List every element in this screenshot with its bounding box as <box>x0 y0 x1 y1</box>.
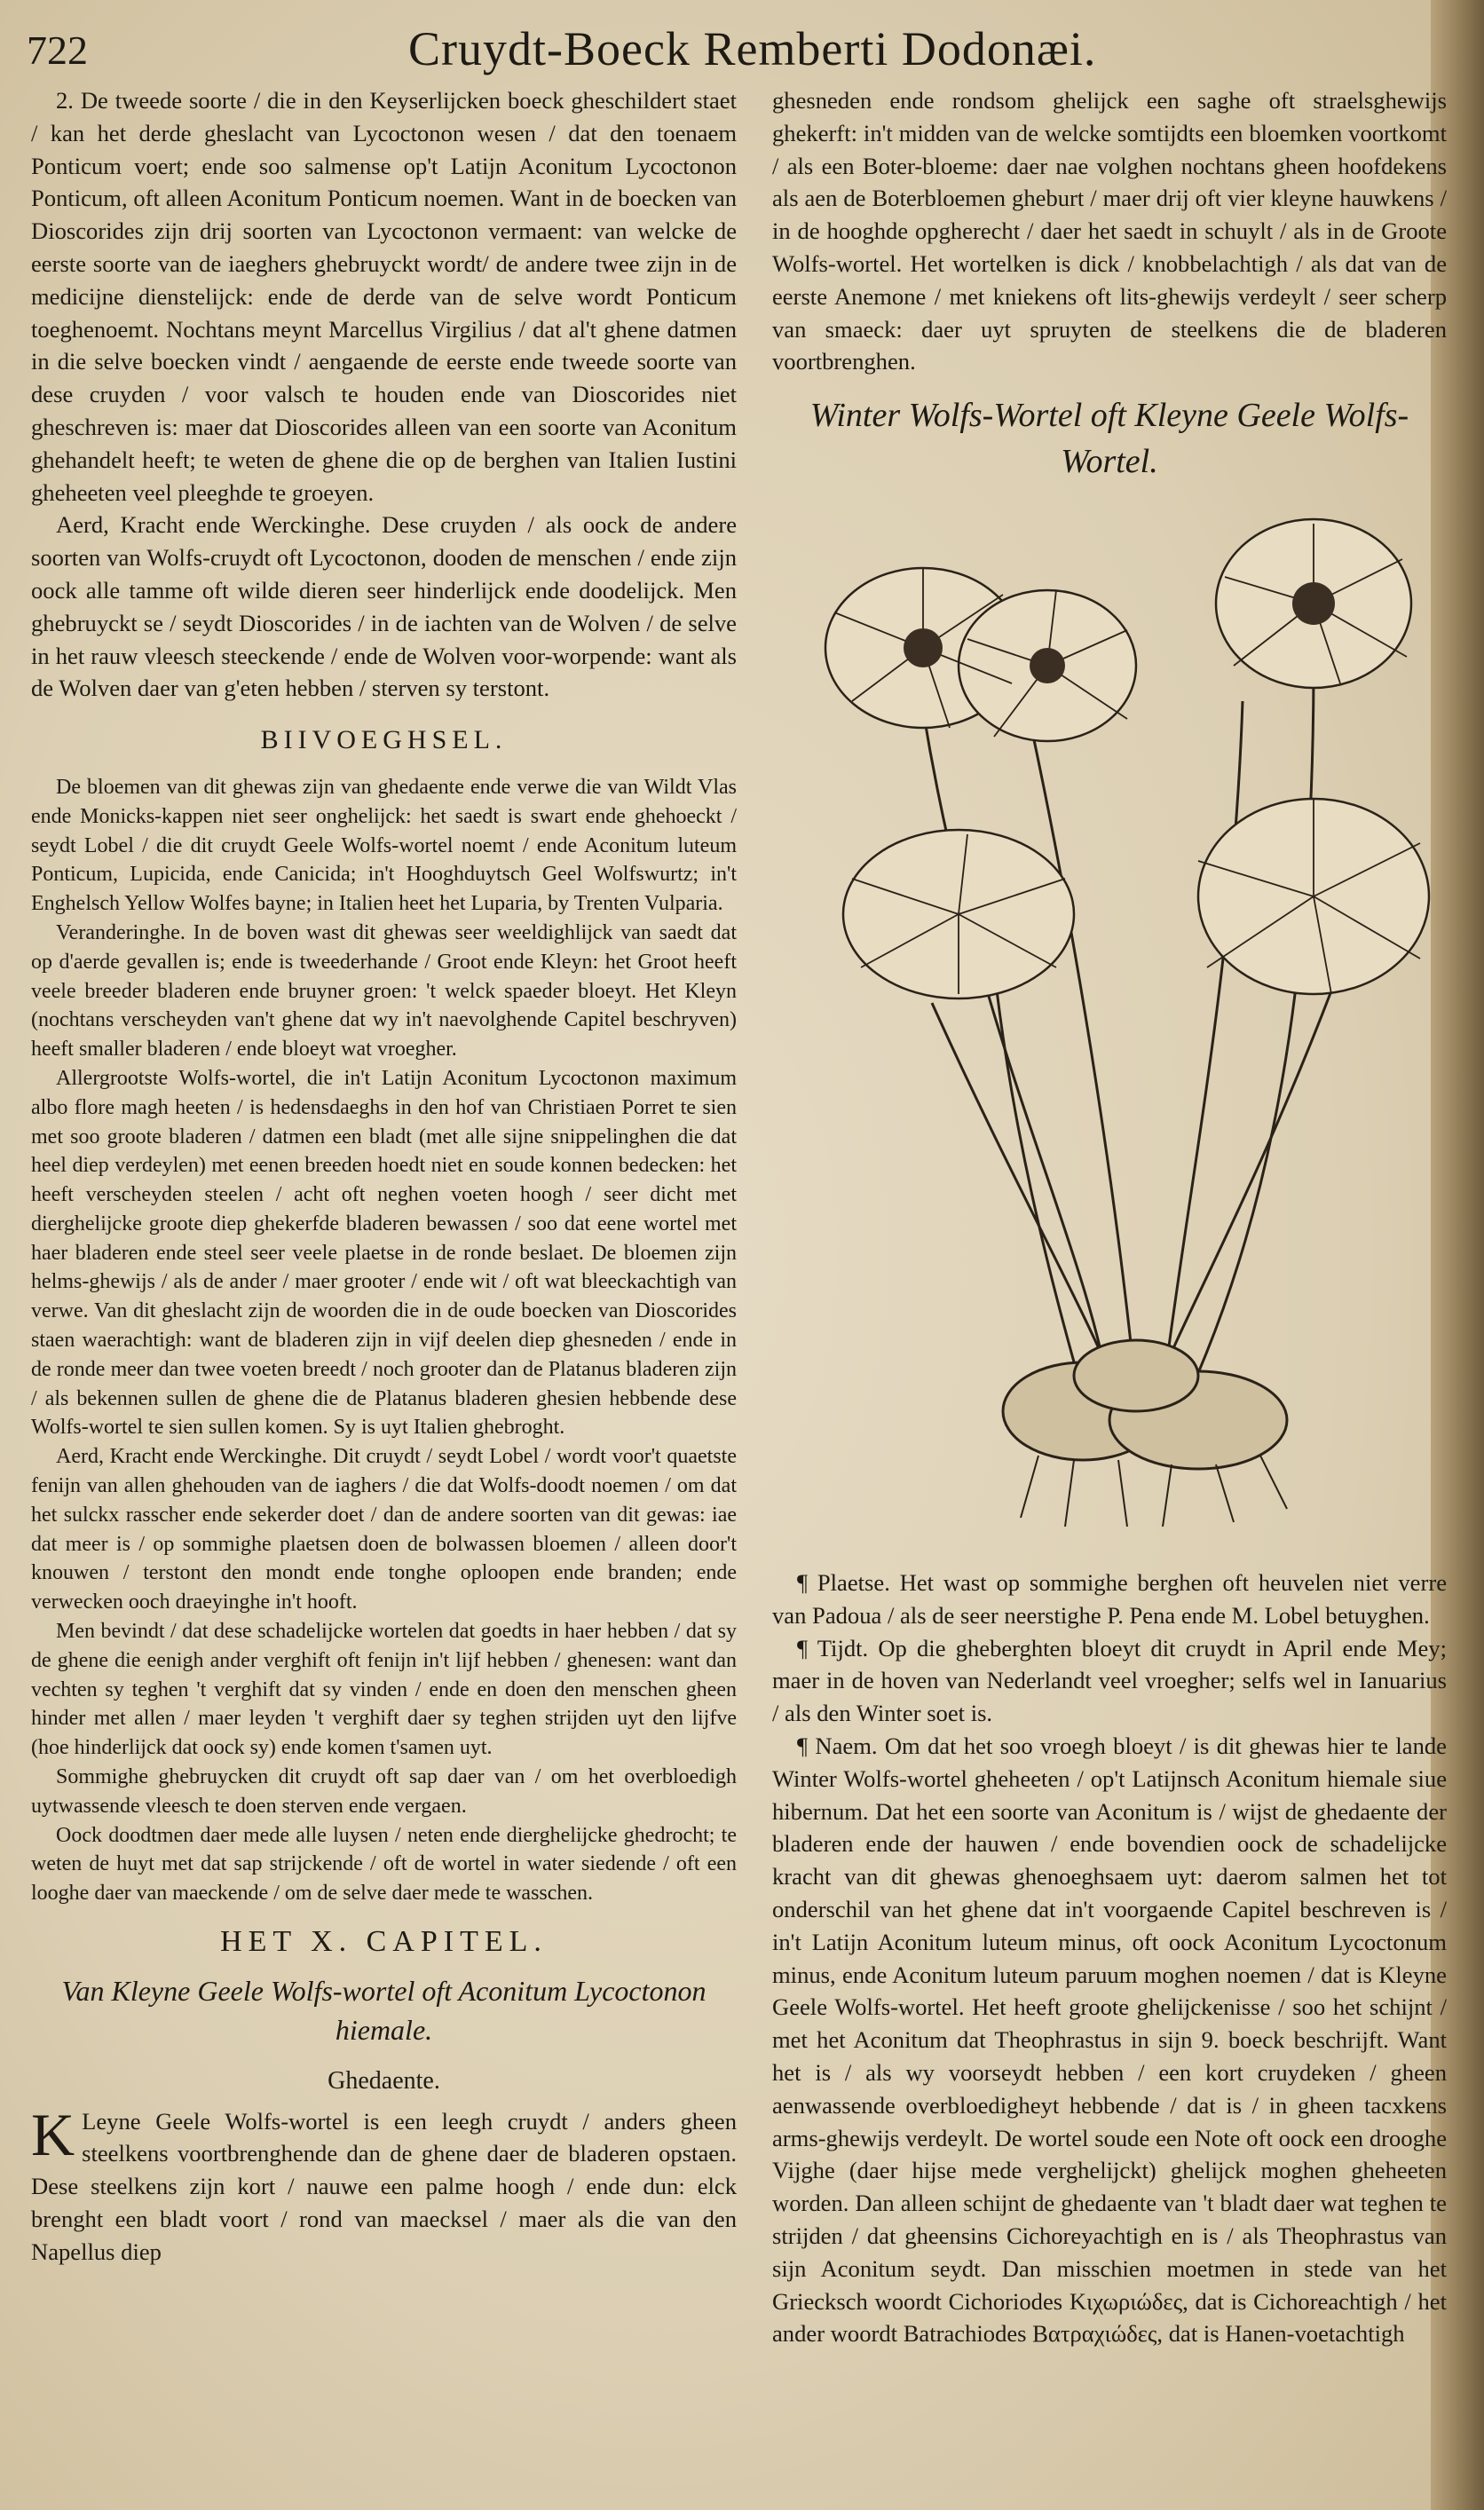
chapter-heading: HET X. CAPITEL. <box>220 1925 548 1959</box>
paragraph: Aerd, Kracht ende Werckinghe. Dese cruyden / als oock de andere soorten van Wolfs-cruydt oft Lycoctonon, dooden de menschen / ende zijn oock alle tamme oft wilde dieren seer hinderlijck ende doodelijck. Men ghebruyckt se / seydt Dioscorides / in de iachten van de Wolven / de selve in het rauw vleesch steeckende / ende de Wolven voor-worpende: want als de Wolven daer van g'eten hebben / sterven sy terstont. <box>31 511 737 702</box>
paragraph: Sommighe ghebruycken dit cruydt oft sap daer van / om het overbloedigh uytwassende vleesch te doen sterven ende vergaen. <box>31 1765 737 1818</box>
right-column-lower <box>772 1567 1447 2350</box>
paragraph: Oock doodtmen daer mede alle luysen / neten ende dierghelijcke ghedrocht; te weten de huyt met dat sap strijckende / oft de wortel in water siedende / oft een looghe daer van maeckende / om de selve daer mede te wasschen. <box>31 1823 737 1906</box>
figure-caption: Winter Wolfs-Wortel oft Kleyne Geele Wolfs-Wortel. <box>809 397 1409 481</box>
drop-cap: K <box>31 2100 75 2168</box>
paragraph: De bloemen van dit ghewas zijn van ghedaente ende verwe die van Wildt Vlas ende Monicks-kappen niet seer onghelijck: het saedt is swart ende ghehoeckt / seydt Lobel / die dit cruydt Geele Wolfs-wortel noemt / ende Aconitum luteum Ponticum, Lupicida, ende Canicida; in't Hooghduytsch Geel Wolfswurtz; in't Enghelsch Yellow Wolfes bayne; in Italien heet het Luparia, by Trenten Vulparia. <box>31 775 737 916</box>
paragraph: Veranderinghe. In de boven wast dit ghewas seer weeldighlijck van saedt dat op d'aerde gevallen is; ende is tweederhande / Groot ende Kleyn: het Groot heeft veele breeder bladeren ende bruyner groen: 't welck spaeder bloeyt. Het Kleyn (nochtans verscheyden van't ghene dat wy in't naevolghende Capitel beschryven) heeft smaller bladeren / ende bloeyt wat vroegher. <box>31 920 737 1062</box>
paragraph: Allergrootste Wolfs-wortel, die in't Latijn Aconitum Lycoctonon maximum albo flore magh heeten / is hedensdaeghs in den hof van Christiaen Porret te sien met soo groote bladeren / datmen een bladt (met alle sijne snippelinghen die dat heel diep verdeylen) met eenen breeden hoedt niet en soude konnen bedecken: het heeft verscheyden steelen / acht oft neghen voeten hoogh / seer dicht met dierghelijcke groote diep ghekerfde bladeren bewassen / soo dat eene wortel met haer bladeren ende steel seer veele plaetse in de ronde beslaet. De bloemen zijn helms-ghewijs / als de ander / maer grooter / ende wit / oft wat bleeckachtigh van verwe. Van dit gheslacht zijn de woorden die in de oude boecken van Dioscorides staen waerachtigh: want de bladeren zijn in vijf deelen diep ghesneden / ende in de ronde meer dan twee voeten breedt / noch grooter dan de Platanus bladeren zijn / als bekennen sullen de ghene die de Platanus bladeren ghesien hebbende dese Wolfs-wortel te sien sullen komen. Sy is uyt Italien ghebroght. <box>31 1066 737 1440</box>
paragraph: ghesneden ende rondsom ghelijck een saghe oft straelsghewijs ghekerft: in't midden van de welcke somtijdts een bloemken voortkomt / als een Boter-bloeme: daer nae volghen nochtans gheen hoofdekens als aen de Boterbloemen gheburt / maer drij oft vier kleyne hauwkens / in de hooghde opgherecht / daer het saedt in schuylt / als in de Groote Wolfs-wortel. Het wortelken is dick / knobbelachtigh / als dat van de eerste Anemone / met kniekens oft lits-ghewijs verdeylt / seer scherp van smaeck: daer uyt spruyten de steelkens die de bladeren voortbrenghen. <box>772 87 1447 375</box>
section-heading: BIIVOEGHSEL. <box>260 725 508 755</box>
paragraph: ¶ Plaetse. Het wast op sommighe berghen oft heuvelen niet verre van Padoua / als de seer neerstighe P. Pena ende M. Lobel betuyghen. <box>772 1569 1447 1629</box>
bijvoeghsel-section <box>31 773 737 1908</box>
paragraph: Men bevindt / dat dese schadelijcke wortelen dat goedts in haer hebben / dat sy de ghene die eenigh ander verghift oft fenijn in't lijf hebben / ghenesen: want dan vechten sy teghen 't verghift dat sy vinden / ende en doen den menschen gheen hinder met allen / maer leyden 't verghift daer sy teghen strijden uyt den lijfve (hoe hinderlijck dat oock sy) ende komen t'samen uyt. <box>31 1620 737 1760</box>
aconite-woodcut-icon <box>817 506 1438 1535</box>
paragraph: 2. De tweede soorte / die in den Keyserlijcken boeck gheschildert staet / kan het derde gheslacht van Lycoctonon wesen / dat den toenaem Ponticum voert; ende soo salmense op't Latijn Aconitum Lycoctonon Ponticum, oft alleen Aconitum Ponticum noemen. Want in de boecken van Dioscorides zijn drij soorten van Lycoctonon vermaent: van welcke de eerste soorte van de iaeghers ghebruyckt wordt/ de andere twee zijn in de medicijne dienstelijck: ende de derde van de selve wordt Ponticum toeghenoemt. Nochtans meynt Marcellus Virgilius / dat al't ghene datmen in die selve boecken vindt / aengaende de eerste ende tweede soorte van dese cruyden / voor valsch te houden ende van Dioscorides niet gheschreven is: maer dat Dioscorides alleen van een soorte van Aconitum ghehandelt heeft; te weten de ghene die op de berghen van Italien Iustini gheheeten veel pleeghde te groeyen. <box>31 87 737 506</box>
right-column-top <box>772 84 1447 485</box>
paragraph: Aerd, Kracht ende Werckinghe. Dit cruydt / seydt Lobel / wordt voor't quaetste fenijn van allen ghehouden van de iaghers / die dat Wolfs-doodt noemen / om dat het sulckx rasscher ende sekerder doet / dan de andere soorten van dit gewas: iae dat meer is / op sommighe plaetsen doen de bolwassen bloemen / alleen door't knouwen / terstont den mondt ende tonghe oploopen ende branden; ende verwecken ooch draeyinghe in't hooft. <box>31 1445 737 1614</box>
page-number: 722 <box>27 28 88 73</box>
left-column <box>31 84 737 2269</box>
chapter-title: Van Kleyne Geele Wolfs-wortel oft Aconitum Lycoctonon hiemale. <box>61 1974 706 2046</box>
woodcut-illustration <box>817 506 1438 1535</box>
ghedaente-paragraph <box>31 2100 737 2269</box>
ghedaente-heading: Ghedaente. <box>328 2066 440 2095</box>
page-header <box>27 20 1429 82</box>
running-title: Cruydt-Boeck Remberti Dodonæi. <box>408 22 1097 75</box>
ghedaente-text: Leyne Geele Wolfs-wortel is een leegh cruydt / anders gheen steelkens voortbrenghende dan de ghene daer de bladeren opstaen. Dese steelkens zijn kort / nauwe een palme hoogh / ende dun: elck brenght een bladt voort / rond van maecksel / maer als die van den Napellus diep <box>31 2107 737 2265</box>
paragraph: ¶ Tijdt. Op die gheberghten bloeyt dit cruydt in April ende Mey; maer in de hoven van Nederlandt veel vroegher; selfs wel in Ianuarius / als den Winter soet is. <box>772 1634 1447 1727</box>
paragraph: ¶ Naem. Om dat het soo vroegh bloeyt / is dit ghewas hier te lande Winter Wolfs-wortel gheheeten / op't Latijnsch Aconitum hiemale siue hibernum. Dat het een soorte van Aconitum is / wijst de ghedaente der bladeren ende der hauwen / ende bovendien oock de schadelijcke kracht van dit ghewas ghenoeghsaem uyt: daerom salmen het tot onderschil van het ghene dat in't voorgaende Capitel beschreven is / in't Latijn Aconitum luteum minus, oft oock Aconitum Lycoctonum minus, ende Aconitum luteum paruum moghen noemen / dat is Kleyne Geele Wolfs-wortel. Het heeft groote ghelijckenisse / soo het schijnt / met het Aconitum dat Theophrastus in sijn 9. boeck beschrijft. Want het is / als wy voorseydt hebben / een kort cruydeken / gheen aenwassende overbloedigheyt hebbende / dat is / in gheen tacxkens arms-ghewijs verdeylt. De wortel soude een Note oft oock een drooghe Vijghe (daer hijse mede verghelijckt) ghelijck moghen gheheeten worden. Dan alleen schijnt de ghedaente van 't bladt daer wat teghen te strijden / dat gheensins Cichoreyachtigh en is / als Theophrastus van sijn Aconitum seydt. Dan misschien moetmen in stede van het Griecksch woordt Cichoriodes Κιχωριώδες, dat is Cichoreachtigh / het ander woordt Batrachiodes Βατραχιώδες, dat is Hanen-voetachtigh <box>772 1732 1447 2348</box>
